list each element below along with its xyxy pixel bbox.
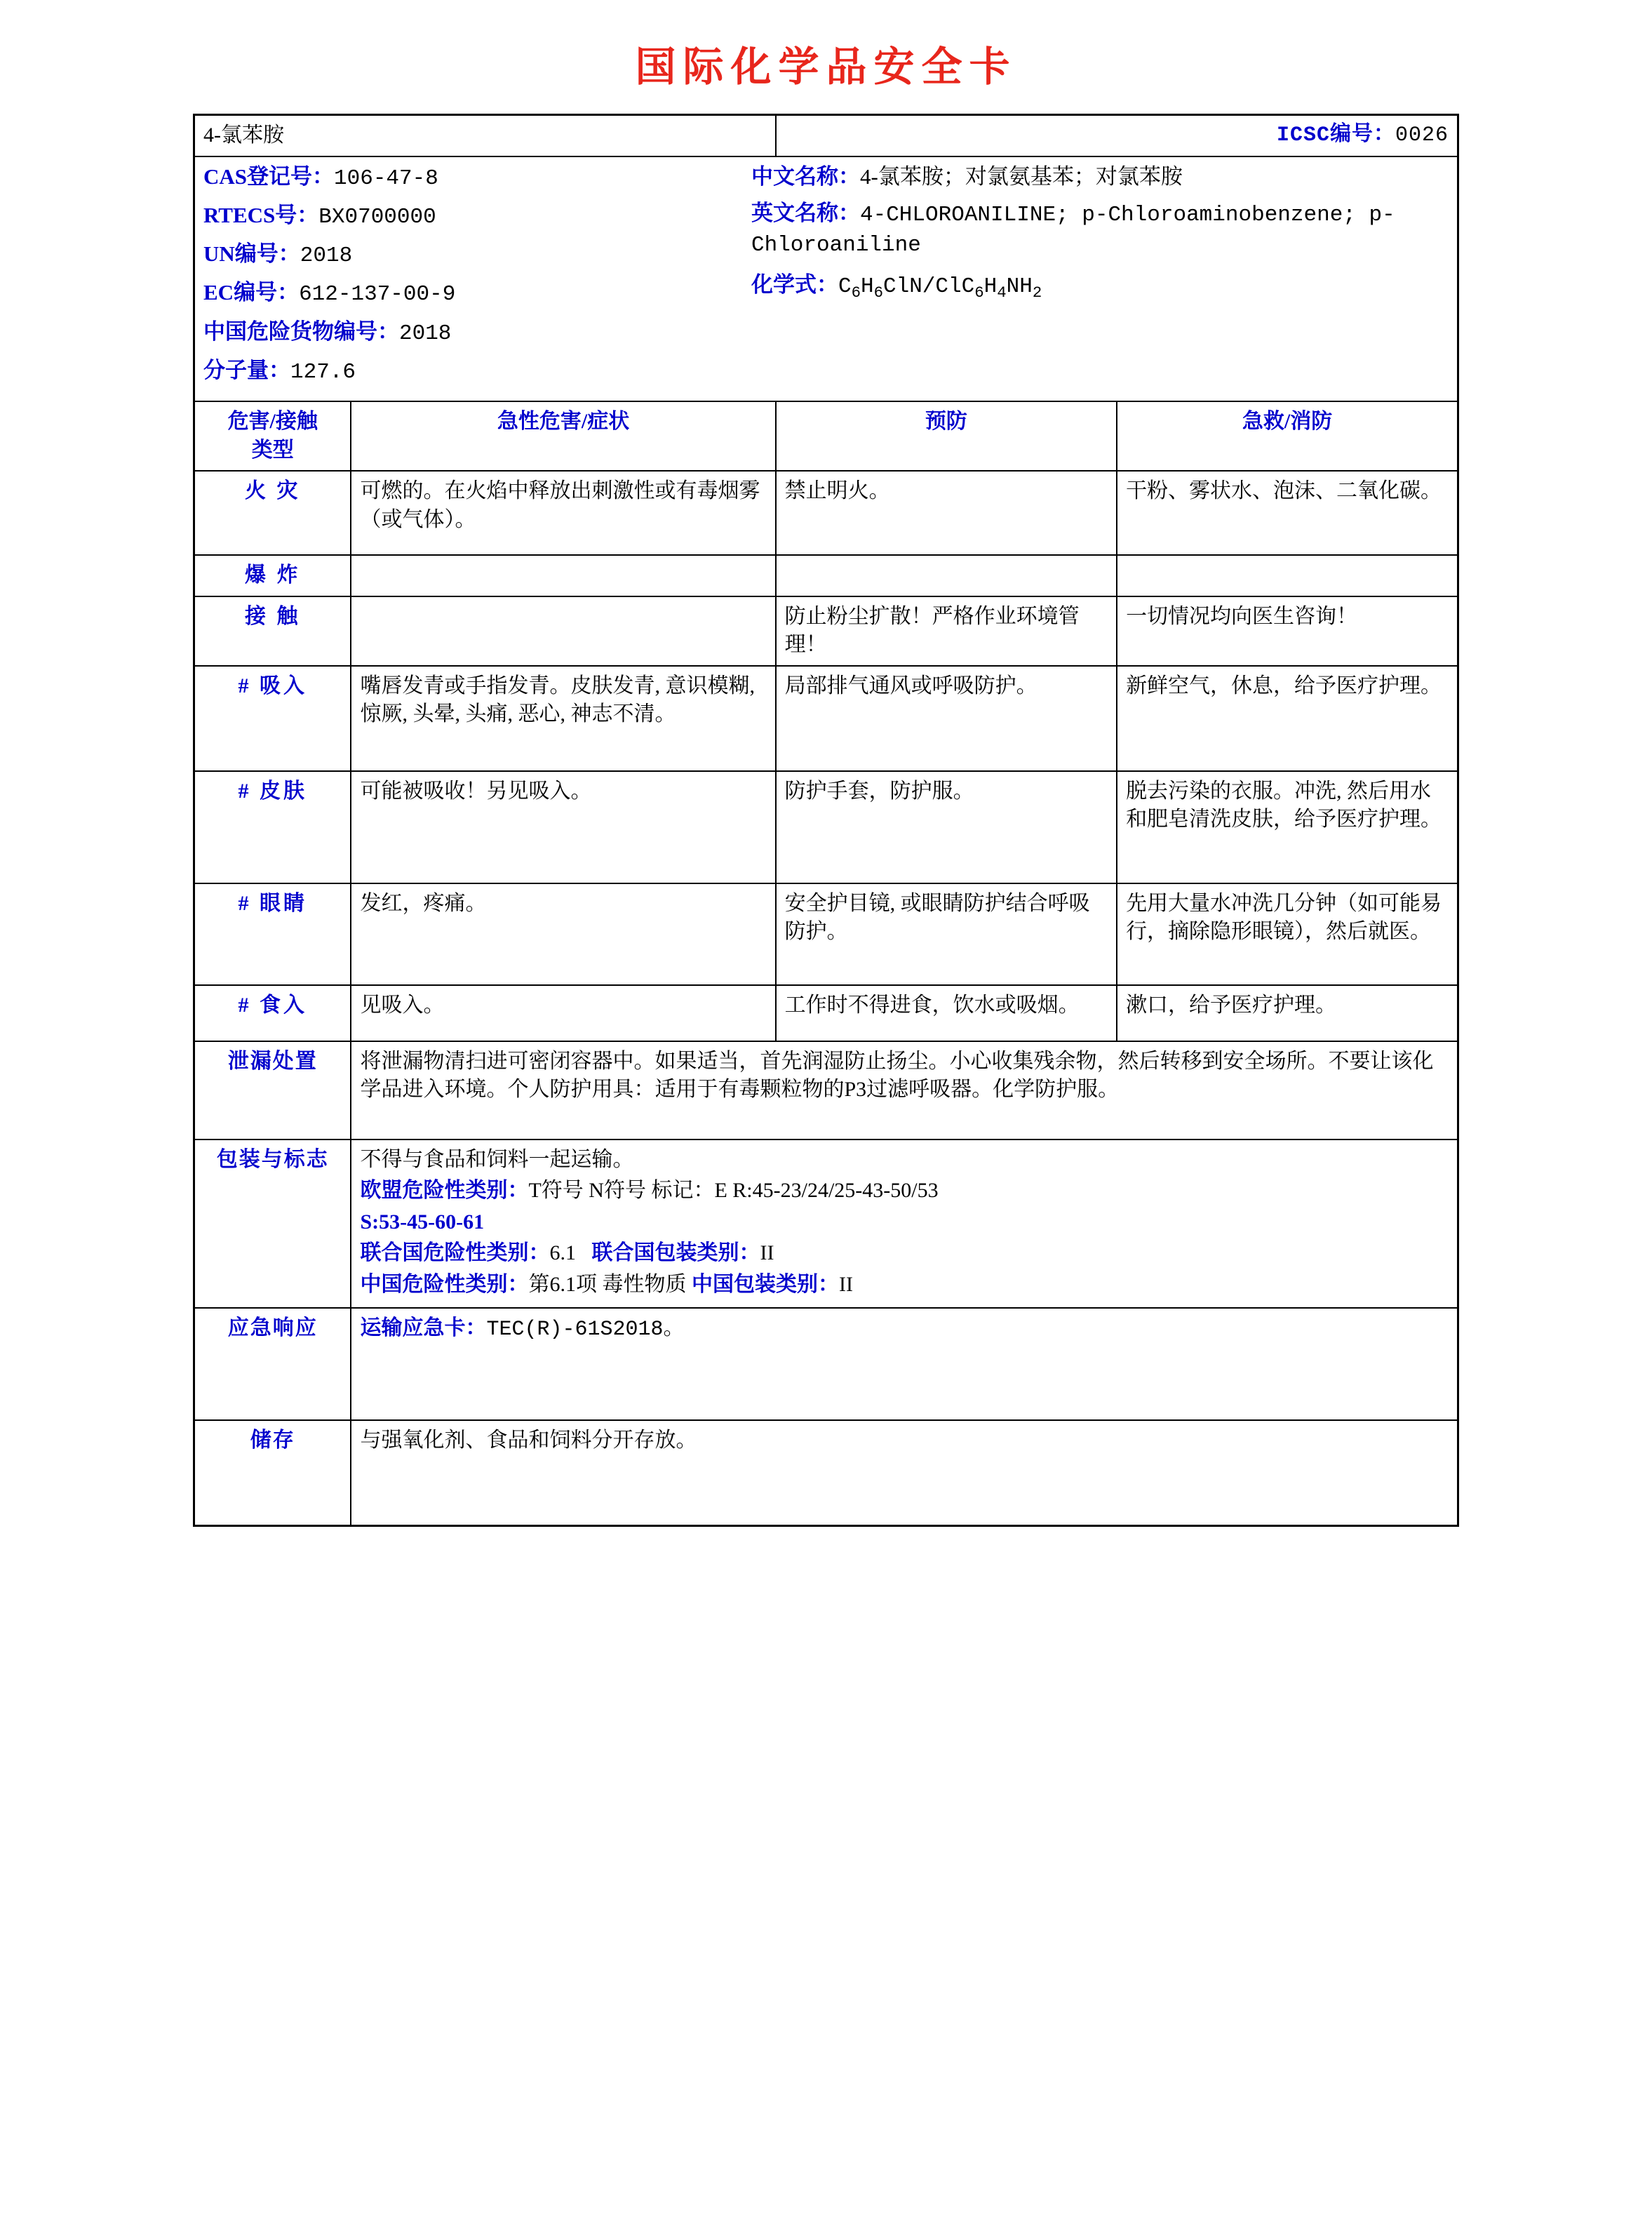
formula-value: $C_6H_6ClN/ClC_6H_4NH_2$ [838,274,1042,302]
identity-right-column [751,163,1449,396]
table-row-eyes [194,883,1458,985]
row-label-spill: 泄漏处置 [194,1041,351,1139]
col-header-type-line2: 类型 [251,438,294,462]
col-header-acute: 急性危害/症状 [351,401,775,471]
exposure-prevention: 防止粉尘扩散！严格作业环境管理！ [776,596,1117,666]
icsc-card [193,114,1459,1527]
eyes-prevention: 安全护目镜, 或眼睛防护结合呼吸防护。 [776,883,1117,985]
skin-prevention: 防护手套，防护服。 [776,771,1117,883]
exposure-acute [351,596,775,666]
eyes-firstaid: 先用大量水冲洗几分钟（如可能易行，摘除隐形眼镜），然后就医。 [1117,883,1458,985]
un-label: UN编号： [203,241,300,267]
packaging-un-pack-value: II [760,1241,774,1265]
cn-dangerous-label: 中国危险货物编号： [203,319,399,344]
row-label-skin: # 皮肤 [194,771,351,883]
table-row-fire [194,471,1458,555]
table-row-inhalation [194,666,1458,771]
col-header-type [194,401,351,471]
packaging-un-class-label: 联合国危险性类别： [360,1241,550,1265]
table-row-ingestion [194,985,1458,1041]
en-name-value: 4-CHLOROANILINE; p-Chloroaminobenzene; p-Chloroaniline [751,202,1395,258]
en-name-line [751,199,1449,260]
packaging-un-line [360,1239,1449,1268]
identity-block [194,156,1458,402]
ingestion-prevention: 工作时不得进食，饮水或吸烟。 [776,985,1117,1041]
response-value: TEC(R)-61S2018。 [486,1318,685,1342]
col-header-prevention: 预防 [776,401,1117,471]
table-row-spill [194,1041,1458,1139]
formula-label: 化学式： [751,272,838,298]
explosion-prevention [776,555,1117,596]
packaging-cn-class-value: 第6.1项 毒性物质 [528,1272,687,1296]
table-row-storage [194,1420,1458,1525]
packaging-eu-line [360,1177,1449,1205]
row-label-inhalation: # 吸入 [194,666,351,771]
icsc-value: 0026 [1395,123,1449,147]
cas-line [203,163,751,193]
table-row-response [194,1308,1458,1420]
packaging-cn-line [360,1271,1449,1299]
identity-left-column [203,163,751,396]
mw-line [203,356,751,387]
row-label-exposure: 接 触 [194,596,351,666]
un-line [203,240,751,270]
row-label-ingestion: # 食入 [194,985,351,1041]
packaging-cn-pack-label: 中国包装类别： [691,1272,839,1296]
cn-dangerous-value: 2018 [399,321,452,346]
packaging-s-value: S:53-45-60-61 [360,1210,485,1234]
rtecs-line [203,201,751,232]
page-title: 国际化学品安全卡 [635,44,1017,90]
inhalation-acute: 嘴唇发青或手指发青。皮肤发青, 意识模糊, 惊厥, 头晕, 头痛, 恶心, 神志不清。 [351,666,775,771]
ingestion-acute: 见吸入。 [351,985,775,1041]
formula-line [751,271,1449,303]
inhalation-prevention: 局部排气通风或呼吸防护。 [776,666,1117,771]
table-row-exposure [194,596,1458,666]
exposure-firstaid: 一切情况均向医生咨询！ [1117,596,1458,666]
cn-name-value: 4-氯苯胺；对氯氨基苯；对氯苯胺 [860,163,1183,189]
row-label-explosion: 爆 炸 [194,555,351,596]
explosion-acute [351,555,775,596]
fire-firstaid: 干粉、雾状水、泡沫、二氧化碳。 [1117,471,1458,555]
storage-text: 与强氧化剂、食品和饲料分开存放。 [351,1420,1458,1525]
cas-label: CAS登记号： [203,163,335,189]
row-label-storage: 储存 [194,1420,351,1525]
table-row-skin [194,771,1458,883]
icsc-label: ICSC编号： [1276,123,1395,147]
card-header-row [194,115,1458,156]
identity-row [194,156,1458,402]
col-header-type-line1: 危害/接触 [227,410,318,434]
rtecs-value: BX0700000 [318,204,436,229]
cn-name-line [751,163,1449,191]
mw-label: 分子量： [203,357,290,382]
response-body [351,1308,1458,1420]
row-label-fire: 火 灾 [194,471,351,555]
response-key: 运输应急卡： [360,1316,487,1340]
fire-prevention: 禁止明火。 [776,471,1117,555]
cn-dangerous-line [203,318,751,348]
rtecs-label: RTECS号： [203,202,319,227]
row-label-packaging: 包装与标志 [194,1139,351,1309]
packaging-line1: 不得与食品和饲料一起运输。 [360,1147,634,1171]
inhalation-firstaid: 新鲜空气，休息，给予医疗护理。 [1117,666,1458,771]
un-value: 2018 [300,243,353,269]
en-name-label: 英文名称： [751,200,860,225]
table-row-packaging [194,1139,1458,1309]
skin-firstaid: 脱去污染的衣服。冲洗, 然后用水和肥皂清洗皮肤，给予医疗护理。 [1117,771,1458,883]
packaging-eu-value: T符号 N符号 标记：E R:45-23/24/25-43-50/53 [528,1179,939,1203]
packaging-un-pack-label: 联合国包装类别： [591,1241,760,1265]
response-line [360,1314,1449,1344]
col-header-firstaid: 急救/消防 [1117,401,1458,471]
spill-text: 将泄漏物清扫进可密闭容器中。如果适当，首先润湿防止扬尘。小心收集残余物，然后转移到安全场所。不要让该化学品进入环境。个人防护用具：适用于有毒颗粒物的P3过滤呼吸器。化学防护服。 [351,1041,1458,1139]
fire-acute: 可燃的。在火焰中释放出刺激性或有毒烟雾（或气体）。 [351,471,775,555]
packaging-cn-class-label: 中国危险性类别： [360,1272,529,1296]
ingestion-firstaid: 漱口，给予医疗护理。 [1117,985,1458,1041]
icsc-number-block [776,115,1458,156]
explosion-firstaid [1117,555,1458,596]
packaging-s-line [360,1208,1449,1237]
mw-value: 127.6 [290,359,356,385]
substance-name: 4-氯苯胺 [194,115,776,156]
skin-acute: 可能被吸收！另见吸入。 [351,771,775,883]
cas-value: 106-47-8 [334,166,438,191]
ec-value: 612-137-00-9 [299,282,456,307]
eyes-acute: 发红，疼痛。 [351,883,775,985]
row-label-eyes: # 眼睛 [194,883,351,985]
row-label-response: 应急响应 [194,1308,351,1420]
table-row-explosion [194,555,1458,596]
ec-label: EC编号： [203,280,300,305]
packaging-eu-label: 欧盟危险性类别： [360,1179,529,1203]
packaging-cn-pack-value: II [838,1272,853,1296]
cn-name-label: 中文名称： [751,163,860,189]
packaging-un-class-value: 6.1 [549,1241,576,1265]
hazard-header-row [194,401,1458,471]
ec-line [203,279,751,309]
packaging-body [351,1139,1458,1309]
